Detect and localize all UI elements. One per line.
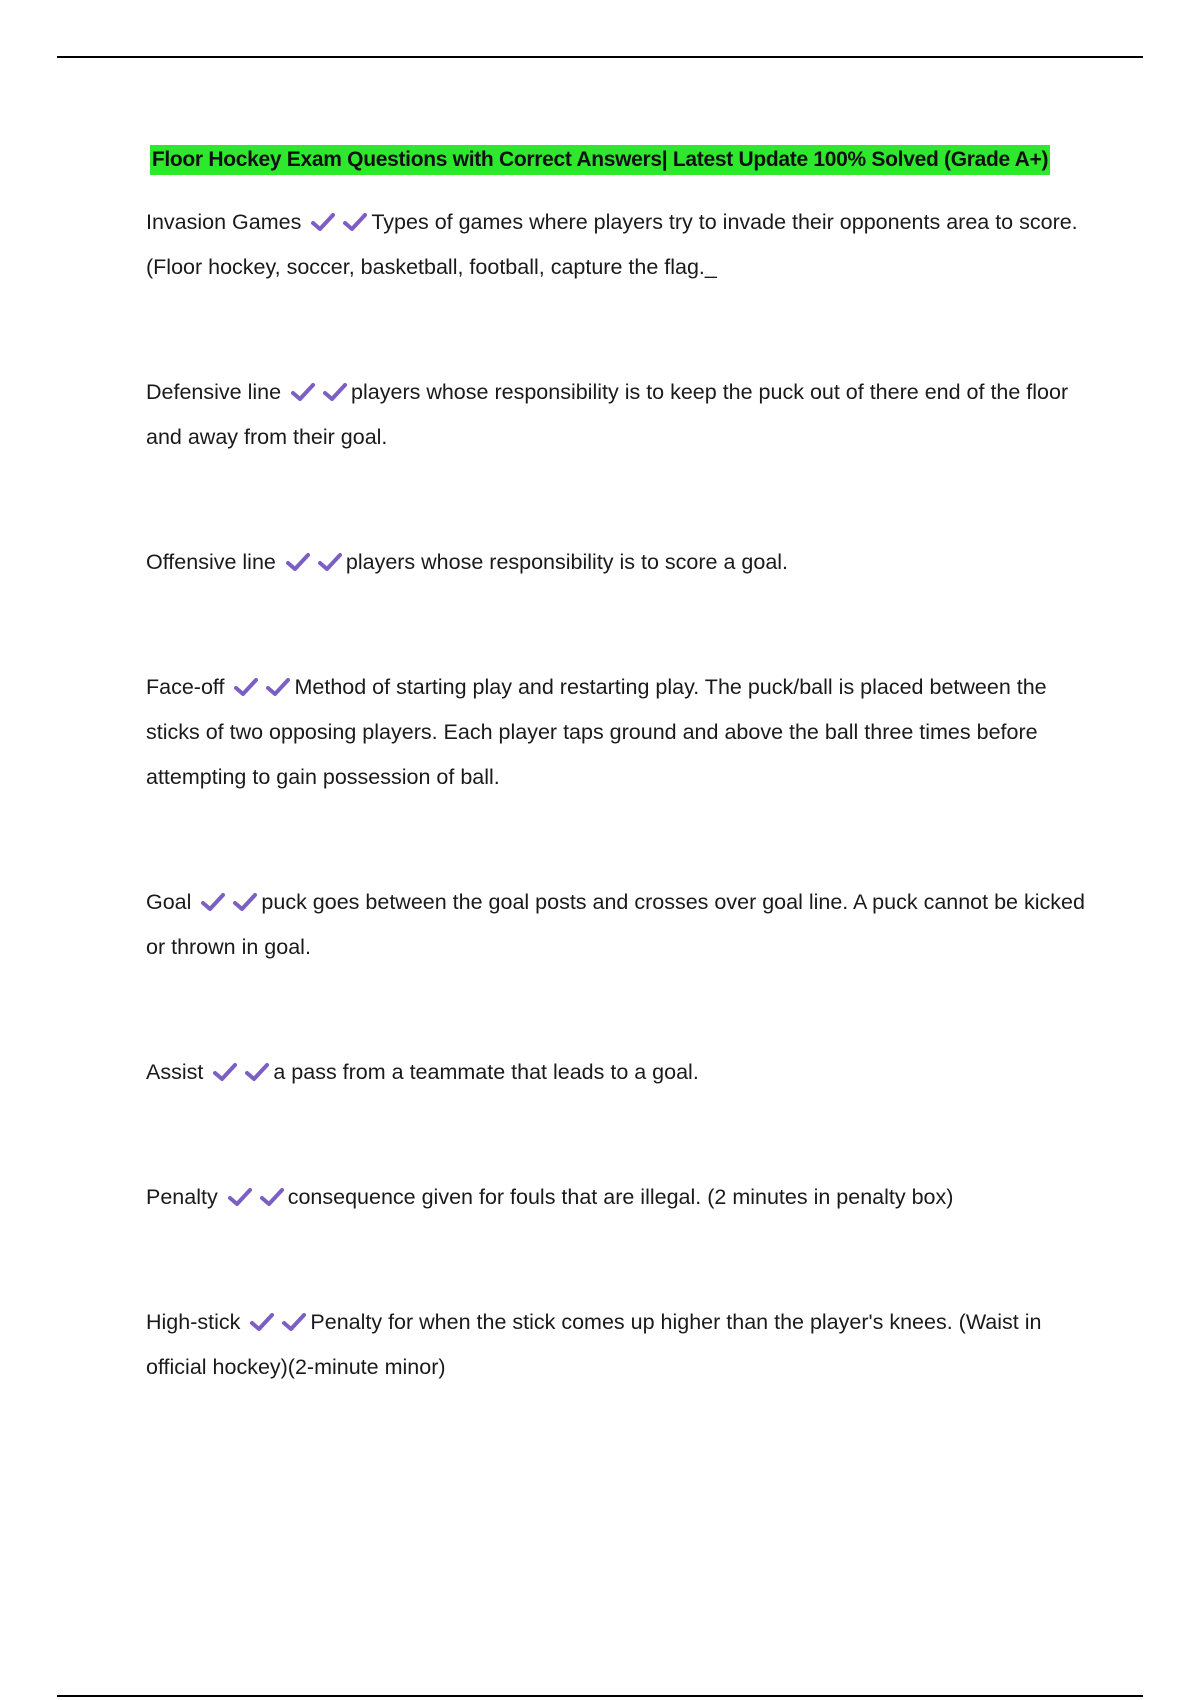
check-icon <box>245 1062 269 1082</box>
entry-definition: Types of games where players try to invade their opponents area to score. (Floor hockey, soccer, basketball, football, capture the flag._ <box>146 210 1078 279</box>
check-icon <box>260 1187 284 1207</box>
entry-term: Penalty <box>146 1185 218 1209</box>
entry-definition: Penalty for when the stick comes up higher than the player's knees. (Waist in official hockey)(2-minute minor) <box>146 1310 1042 1379</box>
check-icon <box>286 552 310 572</box>
qa-entry <box>146 1175 1096 1220</box>
entry-term: Face-off <box>146 675 225 699</box>
entry-definition: Method of starting play and restarting play. The puck/ball is placed between the sticks of two opposing players. Each player taps ground and above the ball three times before attempting to gain possession of ball. <box>146 675 1047 789</box>
check-icon <box>282 1312 306 1332</box>
document-title: Floor Hockey Exam Questions with Correct Answers| Latest Update 100% Solved (Grade A+) <box>150 145 1050 175</box>
check-icon <box>343 212 367 232</box>
check-marks <box>286 552 342 572</box>
check-icon <box>213 1062 237 1082</box>
check-icon <box>323 382 347 402</box>
entry-term: Invasion Games <box>146 210 302 234</box>
check-marks <box>311 212 367 232</box>
check-marks <box>201 892 257 912</box>
check-marks <box>234 677 290 697</box>
check-marks <box>213 1062 269 1082</box>
entry-definition: players whose responsibility is to score a goal. <box>345 550 789 574</box>
check-icon <box>291 382 315 402</box>
entry-definition: puck goes between the goal posts and crosses over goal line. A puck cannot be kicked or thrown in goal. <box>146 890 1085 959</box>
qa-entry <box>146 540 1096 585</box>
qa-entry <box>146 880 1096 970</box>
footer-rule <box>57 1695 1143 1697</box>
check-icon <box>311 212 335 232</box>
entry-definition: players whose responsibility is to keep the puck out of there end of the floor and away from their goal. <box>146 380 1069 449</box>
qa-entry <box>146 1050 1096 1095</box>
entry-term: High-stick <box>146 1310 241 1334</box>
qa-entry <box>146 665 1096 800</box>
check-icon <box>318 552 342 572</box>
entry-term: Offensive line <box>146 550 276 574</box>
check-marks <box>250 1312 306 1332</box>
qa-entry <box>146 370 1096 460</box>
check-marks <box>228 1187 284 1207</box>
header-rule <box>57 56 1143 58</box>
check-icon <box>201 892 225 912</box>
check-icon <box>234 677 258 697</box>
check-icon <box>266 677 290 697</box>
entry-definition: consequence given for fouls that are illegal. (2 minutes in penalty box) <box>287 1185 954 1209</box>
check-marks <box>291 382 347 402</box>
entry-term: Goal <box>146 890 192 914</box>
qa-entry <box>146 1300 1096 1390</box>
entry-term: Assist <box>146 1060 204 1084</box>
check-icon <box>250 1312 274 1332</box>
qa-entry <box>146 200 1096 290</box>
title-container <box>0 145 1200 175</box>
check-icon <box>228 1187 252 1207</box>
check-icon <box>233 892 257 912</box>
qa-list <box>146 200 1096 1470</box>
entry-definition: a pass from a teammate that leads to a goal. <box>273 1060 699 1084</box>
entry-term: Defensive line <box>146 380 282 404</box>
